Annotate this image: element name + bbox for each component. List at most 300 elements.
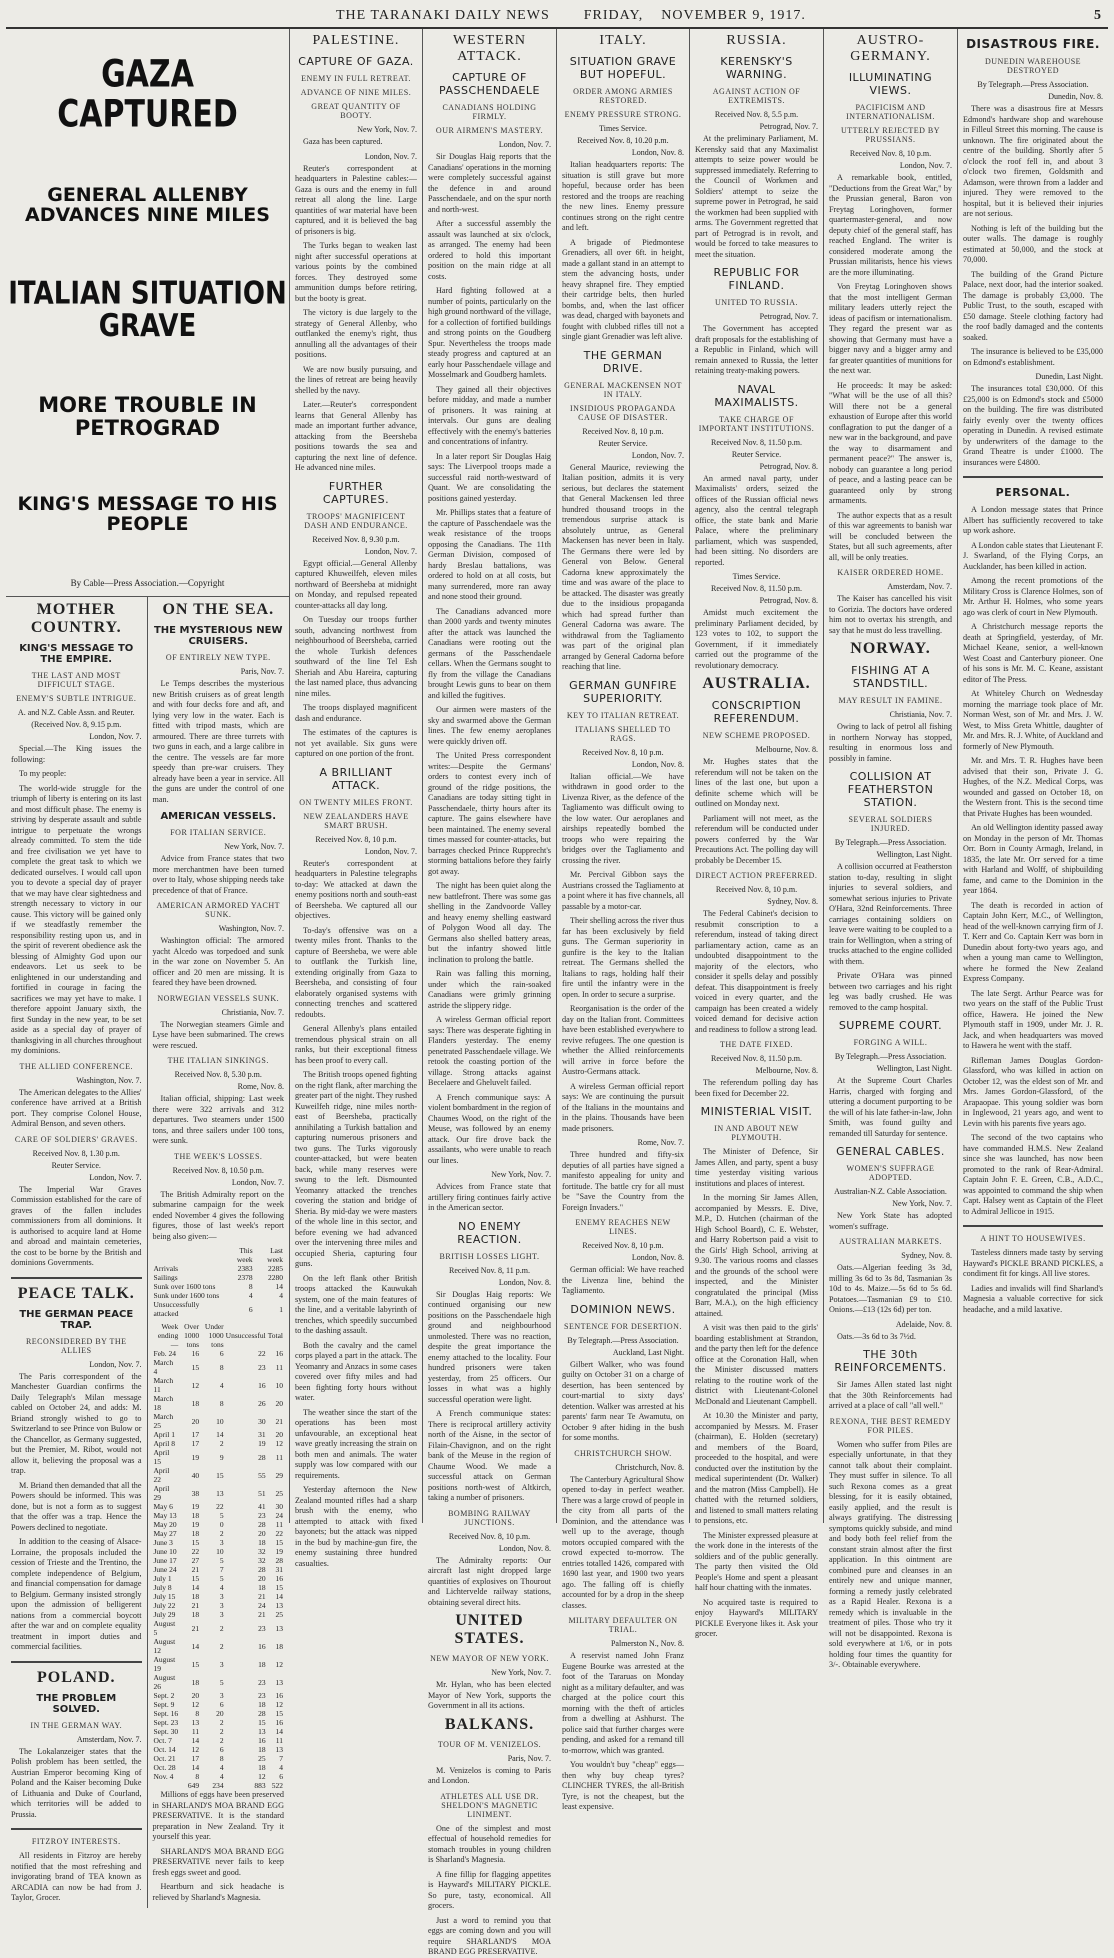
table-cell: 522 [271,1781,283,1791]
received: Received Nov. 8, 11.50 p.m. [711,1054,802,1063]
heading: THE PROBLEM SOLVED. [36,1692,117,1715]
headline-allenby: GENERAL ALLENBY ADVANCES NINE MILES [25,184,270,226]
paragraph: Three hundred and fifty-six deputies of all parties have signed a manifesto appealing for unity and fortitude. The battle cry for all must be "Save the Country from the Foreign Invaders." [562,1150,684,1212]
heading: GERMAN GUNFIRE SUPERIORITY. [569,678,677,705]
table-cell: July 22 [153,1601,176,1611]
table-cell: 18 [191,1592,200,1602]
table-cell: May 20 [153,1520,177,1530]
subheading: OUR AIRMEN'S MASTERY. [435,126,544,135]
paragraph: Reuter's correspondent at headquarters in Palestine telegraphs to-day: We attacked at dawn the enemy positions north and south-east of Beersheba. We captured all our objectives. [295,858,417,920]
table-cell: 22 [258,1349,266,1359]
table-cell: May 27 [153,1529,177,1539]
table-header-row [153,1322,285,1349]
agency: By Telegraph.—Press Association. [834,838,947,847]
table-cell: May 6 [153,1502,173,1512]
table-cell: 5 [219,1511,224,1521]
received: Received Nov. 8, 9.30 p.m. [312,534,400,544]
table-cell: 18 [258,1763,266,1773]
table-cell: 23 [258,1677,266,1687]
table-row [153,1718,285,1727]
paragraph: Hard fighting followed at a number of points, particularly on the high ground northward of the village, for a collection of fortified buildings and strong points on the Goudberg Spur. Nevertheless the troops made steady progress and captured at an early hour Passchendaele village and Mosselmark and Goudberg hamlets. [428,286,551,379]
table-cell: 19 [275,1547,283,1557]
table-row [153,1466,285,1484]
paragraph: General Allenby's plans entailed tremendous physical strain on all ranks, but their exceptional fitness has been proof to every call. [295,1024,417,1065]
table-cell: 15 [275,1538,283,1548]
paragraph: The Lokalanzeiger states that the Polish problem has been settled, the Austrian Emperor becoming King of Poland and the Kaiser becoming Duke of Lithuania and Duke of Courland, which territories will be added to Prussia. [11,1746,142,1819]
section-title: POLAND. [36,1668,116,1686]
dateline: Palmerston N., Nov. 8. [610,1639,684,1648]
byline: By Cable—Press Association.—Copyright [70,578,225,589]
paragraph: Special.—The King issues the following: [11,744,142,764]
table-cell: 20 [275,1398,283,1408]
table-cell: 13 [275,1623,283,1633]
dateline: Melbourne, Nov. 8. [755,1066,818,1075]
table-cell: 15 [191,1538,200,1548]
paragraph: At 10.30 the Minister and party, accompanied by Messrs. M. Fraser (chairman), E. Holden (secretary) and members of the Board, proceeded to the hospital, and were conducted over the institution by the medical superintendent (Dr. Walker) and the matron (Miss Campbell). He chatted with the returned soldiers, and listened to small matters relating to pensions, etc. [695,1411,818,1525]
subheading: ITALIANS SHELLED TO RAGS. [575,724,671,743]
paragraph: Italian official, shipping: Last week there were 322 arrivals and 312 departures. Two steamers under 1500 tons, and three sailers under 100 tons, were sunk. [152,1094,284,1146]
table-cell: 16 [258,1736,266,1746]
section-title: NORWAY. [850,640,931,657]
subheading: REXONA, THE BEST REMEDY FOR PILES. [829,1416,952,1435]
received: Received Nov. 8, 5.5 p.m. [714,110,799,119]
italy-column [557,29,690,1811]
table-cell: 12 [275,1439,283,1449]
table-cell: 18 [258,1659,266,1669]
mother-country-column [6,597,148,1908]
dateline: London, Nov. 7. [899,161,952,170]
table-cell: 11 [275,1736,283,1746]
table-cell: 21 [275,1416,283,1426]
table-cell: 17 [191,1754,200,1764]
section-title: UNITED STATES. [454,1612,525,1647]
paragraph: A Christchurch message reports the death at Springfield, yesterday, of Mr. Michael Keane, senior, a well-known West Coast and Canterbury pioneer. One of his sons is Mr. M. C. Keane, assistant editor of The Press. [963,622,1103,684]
dateline: London, Nov. 8. [631,148,684,157]
paragraph: Nothing is left of the building but the outer walls. The damage is roughly estimated at 50,000, and the stock at 70,000. [963,223,1103,264]
table-cell: Sept. 23 [153,1718,179,1728]
table-cell: 4 [248,1291,253,1301]
table-header-cell: Total [267,1331,283,1341]
table-cell: 21 [191,1601,200,1611]
subheading: GENERAL MACKENSEN NOT IN ITALY. [564,380,682,399]
subheading: CHRISTCHURCH SHOW. [574,1448,672,1458]
table-row [153,1448,285,1466]
table-cell: 14 [216,1430,224,1440]
paragraph: Reuter's correspondent at headquarters in Palestine cables:—Gaza is ours and the enemy in full retreat all along the line. Large quantities of war material have been captured, and it is believed the bag of prisoners is big. [295,163,417,236]
table-header-cell [153,1246,224,1264]
dateline: Petrograd, Nov. 8. [759,461,818,471]
table-cell: 9 [219,1452,224,1462]
paragraph: The British Admiralty report on the submarine campaign for the week ended November 4 gives the following figures, those of last week's report being also given:— [152,1189,284,1241]
table-cell: 28 [258,1452,266,1462]
section-title: ITALY. [599,33,647,48]
issue-date: NOVEMBER 9, 1917. [661,8,806,23]
table-cell: 32 [258,1556,266,1566]
table-cell: 14 [191,1583,200,1593]
dateline: Christiania, Nov. 7. [221,1007,284,1017]
paragraph: The Admiralty reports: Our aircraft last night dropped large quantities of explosives on Thourout and Lichtervelde railway stations, obtaining several direct hits. [428,1555,551,1607]
table-cell: 18 [191,1511,200,1521]
dateline: Washington, Nov. 7. [76,1075,142,1085]
paragraph: Both the cavalry and the camel corps played a part in the attack. The Yeomanry and Anzacs in some cases covered over fifty miles and had been fighting forty hours without water. [295,1340,417,1402]
table-cell: 24 [258,1601,266,1611]
table-cell: 41 [258,1502,266,1512]
paragraph: Mr. Phillips states that a feature of the capture of Passchendaele was the weak resistance of the troops opposing the Canadians. The 11th German Division, composed of hardy Breslau battalions, was ordered to hold on at all costs, but many surrendered, more ran away and none stood their ground. [428,508,551,601]
table-row [153,1349,285,1358]
table-cell: 14 [191,1641,200,1651]
table-row [153,1511,285,1520]
table-cell: 3 [219,1592,224,1602]
table-cell: 6 [219,1745,224,1755]
received: (Received Nov. 8, 9.15 p.m. [31,720,122,730]
table-row [153,1538,285,1547]
paragraph: The British troops opened fighting on the right flank, after marching the greater part of the night. They rushed Kuweilfeh ridge, nine miles north-east of Beersheba, practically annihilating a Turkish battalion and capturing numerous prisoners and two guns. The Turks vigorously counter-attacked, but were beaten back, while many reserves were swung to the left. Dismounted Yeomanry attacked the trenches covering the station and bridge of Sheria. By mid-day we were masters of the whole line in this sector, and before evening we had advanced over the intervening three miles and occupied Sheria, capturing four guns. [295,1070,417,1268]
headline-gaza: GAZA CAPTURED [57,52,238,136]
paragraph: A French communique states: There is reciprocal artillery activity north of the Aisne, in the sector of Filain-Chavignon, and on the right bank of the Meuse in the region of Chaume Wood. We made a successful attack on German positions north-west of Altkirch, taking a number of prisoners. [428,1409,551,1502]
subheading: RECONSIDERED BY THE ALLIES [25,1336,127,1355]
subheading: TOUR OF M. VENIZELOS. [437,1739,542,1749]
paragraph: Mr. Hughes states that the referendum will not be taken on the lines of the last one, but upon a definite scheme which will be outlined on Monday next. [695,757,818,808]
table-cell: 3 [219,1659,224,1669]
table-cell: 14 [275,1592,283,1602]
received: Received Nov. 8, 10 p.m. [715,885,798,894]
table-cell: April 1 [153,1430,175,1440]
dateline: Petrograd, Nov. 8. [759,596,818,605]
table-cell: March 18 [153,1394,174,1413]
table-cell: July 8 [153,1583,172,1593]
heading: KING'S MESSAGE TO THE EMPIRE. [19,643,134,666]
headline-king: KING'S MESSAGE TO HIS PEOPLE [17,492,278,535]
table-row [153,1781,285,1790]
paragraph: The Minister of Defence, Sir James Allen, and party, spent a busy time yesterday visiting various institutions and places of interest. [695,1147,818,1188]
table-cell: 28 [258,1709,266,1719]
table-cell: 28 [275,1556,283,1566]
table-cell: 20 [258,1529,266,1539]
table-cell: 28 [258,1565,266,1575]
advertisement: Tasteless dinners made tasty by serving Hayward's PICKLE BRAND PICKLES, a condiment fit for kings. All live stores. [963,1248,1103,1278]
table-cell: 22 [191,1547,200,1557]
table-cell: 15 [191,1362,200,1372]
subheading: ADVANCE OF NINE MILES. [300,88,412,97]
subheading: DIRECT ACTION PREFERRED. [695,871,818,880]
heading: A BRILLIANT ATTACK. [319,765,393,792]
paragraph: The Norwegian steamers Gimle and Lyse have been submarined. The crews were rescued. [152,1019,284,1050]
table-cell: 24 [275,1511,283,1521]
subheading: IN AND ABOUT NEW PLYMOUTH. [714,1124,799,1142]
subheading: NORWEGIAN VESSELS SUNK. [157,993,280,1003]
paragraph: At Whiteley Church on Wednesday morning the marriage took place of Mr. Norman West, son of Mr. and Mrs. J. W. West, to Miss Greta Whittle, daughter of Mr. and Mrs. R. J. White, of Auckland and formerly of New Plymouth. [963,689,1103,751]
section-title: ON THE SEA. [162,601,275,619]
dateline: Sydney, Nov. 8. [767,897,818,906]
table-row [153,1754,285,1763]
table-cell: 23 [258,1691,266,1701]
on-the-sea-column [148,597,290,1908]
received: Received Nov. 8, 10.20 p.m. [577,136,669,145]
table-row [153,1394,285,1412]
table-cell: 12 [191,1700,200,1710]
headline-petrograd: MORE TROUBLE IN PETROGRAD [38,393,257,440]
paragraph: Private O'Hara was pinned between two carriages and his right leg was badly crushed. He was removed to the camp hospital. [829,971,952,1012]
advertisement: Ladies and invalids will find Sharland's Magnesia a valuable corrective for sick headache, and a mild laxative. [963,1283,1103,1314]
page-number: 5 [1094,8,1102,23]
table-row [153,1736,285,1745]
heading: THE GERMAN PEACE TRAP. [19,1308,134,1331]
table-row [153,1430,285,1439]
table-row [153,1691,285,1700]
subheading: FORGING A WILL. [853,1038,928,1047]
paragraph: The building of the Grand Picture Palace, next door, had the interior soaked. The damage is probably £3,000. The Public Trust, to the south, escaped with £50 damage. Steele clothing factory had the roof badly damaged and the contents soaked. [963,269,1103,342]
table-cell: 2 [219,1727,224,1737]
dateline: Paris, Nov. 7. [240,667,284,677]
table-cell: 25 [275,1488,283,1498]
table-cell: August 19 [153,1655,176,1674]
paragraph: Von Freytag Loringhoven shows that the most intelligent German military leaders utterly reject the ideas of pacifism or internationalism. They regard the present war as showing that Germany must have a bigger navy and a bigger army and far greater quantities of munitions for the next war. [829,282,953,375]
table-cell: Nov. 4 [153,1772,174,1782]
agency: A. and N.Z. Cable Assn. and Reuter. [17,708,135,718]
paragraph: Le Temps describes the mysterious new British cruisers as of great length and with four decks fore and aft, and lying very low in the water. Each is fitted with tripod masts, which are armoured. There are three turrets with two guns in each, and a large calibre in the centre. The vessels are far more speedy than pre-war cruisers. They already have been a year in service. All the guns are under the control of one man. [152,679,284,804]
table-cell: 15 [191,1574,200,1584]
section-title: WESTERN ATTACK. [452,33,527,64]
table-cell: 2 [219,1736,224,1746]
subheading: KEY TO ITALIAN RETREAT. [566,710,680,720]
paragraph: Washington official: The armored yacht Alcedo was torpedoed and sunk in the war zone on November 5. An officer and 20 men are missing. It is feared they have been drowned. [152,936,284,988]
section-title: BALKANS. [444,1715,535,1733]
paragraph: A collision occurred at Featherston station to-day, resulting in slight injuries to several soldiers, and somewhat serious injuries to Private O'Hara, 32nd Reinforcements. Three carriages containing soldiers on leave were waiting to be coupled to a train for Wellington, when a string of trucks attached to the engine collided with them. [829,862,952,966]
paragraph: The Paris correspondent of the Manchester Guardian confirms the Daily Telegraph's Milan message cabled on October 24, and adds: M. Briand strongly wished to go to Switzerland to see Prince von Bulow or the Chancellor, as Germany suggested, but the Premier, M. Ribot, would not allow it, believing the proposal was a trap. [11,1371,142,1476]
received: Received Nov. 8, 1.30 p.m. [32,1148,120,1158]
heading: SITUATION GRAVE BUT HOPEFUL. [569,55,677,81]
table-cell: 30 [258,1416,266,1426]
table-cell: Arrivals [153,1264,179,1274]
subheading: ORDER AMONG ARMIES RESTORED. [573,87,673,105]
table-cell: July 1 [153,1574,172,1584]
paragraph: The world-wide struggle for the triumph of liberty is entering on its last and most difficult phase. The enemy is striving by desperate assault and subtle intrigue to perpetuate the wrongs already committed. To stem the tide and free civilisation we yet have to complete the great task to which we dedicated ourselves. I would call upon you to devote a special day of prayer that we may have clear sightedness and strength necessary to victory in our cause. This victory will be gained only if we steadfastly remember the responsibility resting upon us, and in the spirit of reverent obedience ask the blessing of Almighty God upon our endeavors. Let us seek to be enlightened in our understanding and fortified in courage in facing the sacrifices we may yet have to make. I therefore appoint January sixth, the first Sunday in the new year, to be set aside as a special day of prayer of thanksgiving in all churches throughout my dominions. [11,783,142,1056]
table-cell: 18 [191,1529,200,1539]
subheading: AMERICAN ARMORED YACHT SUNK. [156,901,281,920]
table-header-cell: This week [236,1246,253,1265]
received: Received Nov. 8, 10 p.m. [849,149,932,158]
paragraph: There was a disastrous fire at Messrs Edmond's hardware shop and warehouse in Filleul Street this morning. The cause is unknown. The fire originated about the centre of the building. Shortly after 5 o'clock the roof fell in, and about 3 o'clock two firemen, Goldsmith and Adamson, were thrown from a ladder and injured. They were removed to the hospital, but it is believed their injuries are not serious. [963,104,1103,218]
table-cell: 20 [191,1416,200,1426]
table-cell: Oct. 21 [153,1754,176,1764]
subheading: NEW MAYOR OF NEW YORK. [430,1654,549,1663]
table-row [153,1574,285,1583]
table-row [153,1273,285,1282]
dateline: Adelaide, Nov. 8. [895,1319,952,1329]
heading: THE 30th REINFORCEMENTS. [834,1348,947,1374]
table-cell: 10 [216,1547,224,1557]
section-title: PERSONAL. [995,486,1071,499]
table-row [153,1700,285,1709]
paragraph: General Maurice, reviewing the Italian position, admits it is very serious, but declares the statement that General Mackensen led three hundred thousand troops in the tremendous surprise attack is absolutely untrue, as General Mackensen has never been in Italy. The Germans there were led by General von Below. General Cadorna knew approximately the time and was aware of the place to be attacked. The disaster was greatly due to the insidious propaganda which had spread further than General Cadorna was aware. The withdrawal from the Tagliamento was part of the original plan arranged by General Cadorna before reaching that line. [562,462,684,671]
paragraph: To my people: [19,769,67,779]
subheading: GREAT QUANTITY OF BOOTY. [311,102,401,120]
heading: GENERAL CABLES. [836,1145,945,1158]
received: Received Nov. 8, 10 p.m. [448,1531,531,1541]
table-row [153,1376,285,1394]
paragraph: Their shelling across the river thus far has been exclusively by field guns. The German superiority in gunfire is the key to the Italian retreat. The Germans shelled the Italians to rags, holding half their fire until the infantry were in the open. In order to secure a surprise. [562,916,684,999]
paragraph: On the left flank other British troops attacked the Kauwukah system, one of the main features of the line, and a veritable labyrinth of trenches, which speedily succumbed to the dashing assault. [295,1273,417,1335]
subheading: THE LAST AND MOST DIFFICULT STAGE. [31,671,121,690]
table-row [153,1772,285,1781]
subheading: SENTENCE FOR DESERTION. [564,1321,682,1331]
table-cell: 5 [219,1574,224,1584]
table-cell: 11 [275,1520,283,1530]
heading: THE MYSTERIOUS NEW CRUISERS. [153,625,283,648]
paragraph: Yesterday afternoon the New Zealand mounted rifles had a sharp brush with the enemy, who attempted to attack with fixed bayonets; but the attack was nipped in the bud by machine-gun fire, the enemy sustaining three hundred casualties. [295,1485,417,1568]
table-cell: 4 [219,1583,224,1593]
table-cell: 2 [219,1623,224,1633]
table-cell: 32 [258,1547,266,1557]
table-cell: 19 [191,1520,200,1530]
table-cell: 8 [195,1709,200,1719]
paragraph: The United Press correspondent writes:—Despite the Germans' orders to contest every inch of ground of the ridge positions, the Canadians are today sitting tight in Passchendaele, thirty hours after its capture. The gains elsewhere have been maintained. The enemy several times massed for counter-attacks, but barrages checked Prince Rupprecht's storming battalions before they fairly got away. [428,751,551,876]
table-cell: 25 [275,1610,283,1620]
subheading: SEVERAL SOLDIERS INJURED. [848,815,933,833]
paragraph: The Turks began to weaken last night after successful operations at various points by the combined forces. They destroyed some ammunition dumps before retiring, but the booty is great. [295,241,417,303]
table-cell: 0 [219,1520,224,1530]
table-row [153,1484,285,1502]
paragraph: In addition to the ceasing of Alsace-Lorraine, the proposals included the cession of Trieste and the Trentino, the complete independence of Belgium, and financial compensation for damage to Belgium. Germany insisted strongly upon the admission of belligerent nations from a commercial boycott after the war and on complete equality treatment in import duties and commercial facilities. [11,1537,142,1652]
paragraph: Mr. and Mrs. T. R. Hughes have been advised that their son, Private J. G. Hughes, of the N.Z. Medical Corps, was wounded and gassed on October 18, on the Western front. This is the second time that Private Hughes has been wounded. [963,756,1103,818]
subheading: A HINT TO HOUSEWIVES. [980,1234,1086,1243]
subheading: OF ENTIRELY NEW TYPE. [165,653,271,663]
table-cell: 16 [275,1349,283,1359]
dateline: Amsterdam, Nov. 7. [887,582,952,591]
masthead [6,5,1108,29]
table-row [153,1637,285,1655]
section-title: AUSTRO-GERMANY. [850,33,931,64]
paragraph: The Canadians advanced more than 2000 yards and twenty minutes after the attack was launched the Canadians were rooting out the germans of the Passchendaele cellars. When the Germans sought to fly from the village the Canadians brought Lewis guns to bear on them and killed the fugitives. [428,606,551,700]
table-cell: June 24 [153,1565,177,1575]
subheading: CARE OF SOLDIERS' GRAVES. [14,1134,138,1144]
paragraph: An armed naval party, under Maximalists' orders, seized the offices of the Russian official news agency, also the central telegraph office, the state bank and Marie Palace, where the preliminary parliament, which was suspended, had been sitting. No disorders are reported. [695,473,818,567]
table-cell: 16 [275,1574,283,1584]
agency: Reuter Service. [51,1160,101,1170]
dateline: London, Nov. 8. [498,1277,551,1287]
table-cell: 15 [216,1470,224,1480]
table-cell: Sunk over 1600 tons [153,1282,216,1292]
table-cell: 1 [279,1304,283,1314]
table-cell: 6 [219,1349,224,1359]
table-cell: 2 [219,1641,224,1651]
paragraph: Parliament will not meet, as the referendum will be conducted under powers conferred by the War Precautions Act. The polling day will probably be December 15. [695,813,818,865]
newspaper-page [6,5,1108,1956]
table-row [153,1358,285,1376]
heading: MINISTERIAL VISIT. [700,1105,813,1118]
received: Received Nov. 8, 11.50 p.m. [711,584,802,593]
table-cell: 11 [275,1452,283,1462]
subheading: ON TWENTY MILES FRONT. [299,797,413,807]
subheading: TAKE CHARGE OF IMPORTANT INSTITUTIONS. [698,414,815,433]
table-cell: 4 [279,1763,283,1773]
paragraph: To-day's offensive was on a twenty miles front. Thanks to the capture of Beersheba, we were able to outflank the Turkish line, extending originally from Gaza to Beersheba, and consisting of four elaborately organised systems with connecting trenches and scattered redoubts. [295,925,417,1019]
table-row [153,1601,285,1610]
table-cell: 12 [275,1659,283,1669]
paragraph: Egypt official.—General Allenby captured Khuweilfeh, eleven miles northward of Beersheba at midnight on Monday, and repulsed repeated counter-attacks all day long. [295,558,417,610]
table-cell: 883 [254,1781,266,1791]
table-cell: 10 [275,1380,283,1390]
agency: By Telegraph.—Press Association. [834,1052,947,1061]
paragraph: German official: We have reached the Livenza line, behind the Tagliamento. [562,1265,684,1295]
paragraph: Sir Douglas Haig reports that the Canadians' operations in the morning were completely successful against the defence in and around Passchendaele, and on the spur north and north-west. [428,152,551,214]
paragraph: The Imperial War Graves Commission established for the care of graves of the fallen includes commissioners from all dominions. It is authorised to acquire land at Home and abroad and maintain cemeteries, the cost to be borne by the British and dominions Governments. [11,1184,142,1268]
dateline: New York, Nov. 7. [357,125,417,134]
table-cell: 3 [219,1601,224,1611]
dateline: London, Nov. 8. [631,1253,684,1262]
heading: DOMINION NEWS. [570,1302,676,1316]
table-cell: 6 [279,1772,283,1782]
dateline: Petrograd, Nov. 7. [759,122,818,131]
table-cell: 4 [219,1772,224,1782]
received: Received Nov. 8, 11.50 p.m. [711,437,802,447]
table-cell: March 11 [153,1376,174,1395]
subheading: IN THE GERMAN WAY. [30,1720,123,1730]
table-row [153,1264,285,1273]
table-cell: 2 [219,1529,224,1539]
paragraph: One of the simplest and most effectual of household remedies for stomach troubles in young children is Sharland's Magnesia. [428,1823,551,1864]
table-cell: 11 [275,1362,283,1372]
paragraph: Heartburn and sick headache is relieved by Sharland's Magnesia. [152,1882,284,1902]
table-row [153,1291,285,1300]
paragraph: On Tuesday our troops further south, advancing northwest from neighbourhood of Beersheba, carried the whole Turkish defences southward of the line Tel Esh Sheriah and Abu Hareira, capturing the last named place, thus advancing nine miles. [295,615,417,698]
headline-italian: ITALIAN SITUATION GRAVE [8,276,287,345]
table-cell: 23 [258,1511,266,1521]
dateline: Wellington, Last Night. [876,850,952,859]
table-cell: 13 [191,1718,200,1728]
table-cell: August 5 [153,1619,176,1638]
table-cell: Sept. 9 [153,1700,175,1710]
received: Received Nov. 8, 10.50 p.m. [172,1165,264,1175]
table-cell: 13 [275,1601,283,1611]
heading: COLLISION AT FEATHERSTON STATION. [847,770,934,809]
paragraph: SHARLAND'S MOA BRAND EGG PRESERVATIVE never fails to keep fresh eggs sweet and good. [152,1846,284,1877]
dateline: New York, Nov. 7. [892,1199,952,1208]
paragraph: Amidst much excitement the preliminary Parliament decided, by 123 votes to 102, to support the Government, if it immediately carried out the programme of the revolutionary democracy. [695,608,818,670]
table-row [153,1502,285,1511]
table-cell: 2 [219,1718,224,1728]
paragraph: Mr. Percival Gibbon says the Austrians crossed the Tagliamento at a point where it has five channels, all passable by a motor-car. [562,870,684,911]
subheading: THE ITALIAN SINKINGS. [167,1056,269,1066]
section-title: PEACE TALK. [17,1284,135,1302]
table-cell: Oct. 14 [153,1745,176,1755]
table-cell: 14 [275,1727,283,1737]
paragraph: M. Briand then demanded that all the Powers should be informed. This was done, but is not a form as to suggest that the offer was a trap. Hence the Powers declined to negotiate. [11,1480,142,1532]
table-cell: 8 [248,1282,253,1292]
table-cell: 4 [219,1763,224,1773]
dateline: Auckland, Last Night. [612,1347,684,1357]
subheading: FOR ITALIAN SERVICE. [170,828,267,838]
paragraph: The referendum polling day has been fixed for December 22. [695,1078,818,1098]
table-cell: June 3 [153,1538,173,1548]
sub-columns [6,596,289,1908]
table-cell: April 29 [153,1484,170,1503]
paragraph: The death is recorded in action of Captain John Kerr, M.C., of Wellington, head of the well-known carrying firm of J. T. Kerr and Co. Captain Kerr was born in Dunedin about forty-two years ago, and when a young man came to Wellington, where he formed the New Zealand Express Company. [963,900,1103,983]
table-row [153,1565,285,1574]
table-cell: Oct. 28 [153,1763,176,1773]
heading: NAVAL MAXIMALISTS. [714,382,799,409]
table-row [153,1673,285,1691]
table-header-cell: Over 1000 tons [184,1322,200,1350]
paragraph: A fine fillip for flagging appetites is Hayward's MILITARY PICKLE. So pure, tasty, economical. All grocers. [428,1869,551,1910]
dateline: London, Nov. 7. [364,546,417,556]
table-cell: 21 [191,1623,200,1633]
table-cell: Unsuccessfully attacked [153,1300,200,1319]
table-cell: Sunk under 1600 tons [153,1291,220,1301]
subheading: UTTERLY REJECTED BY PRUSSIANS. [840,126,941,144]
subheading: NEW ZEALANDERS HAVE SMART BRUSH. [303,811,409,830]
heading: REPUBLIC FOR FINLAND. [713,266,800,292]
